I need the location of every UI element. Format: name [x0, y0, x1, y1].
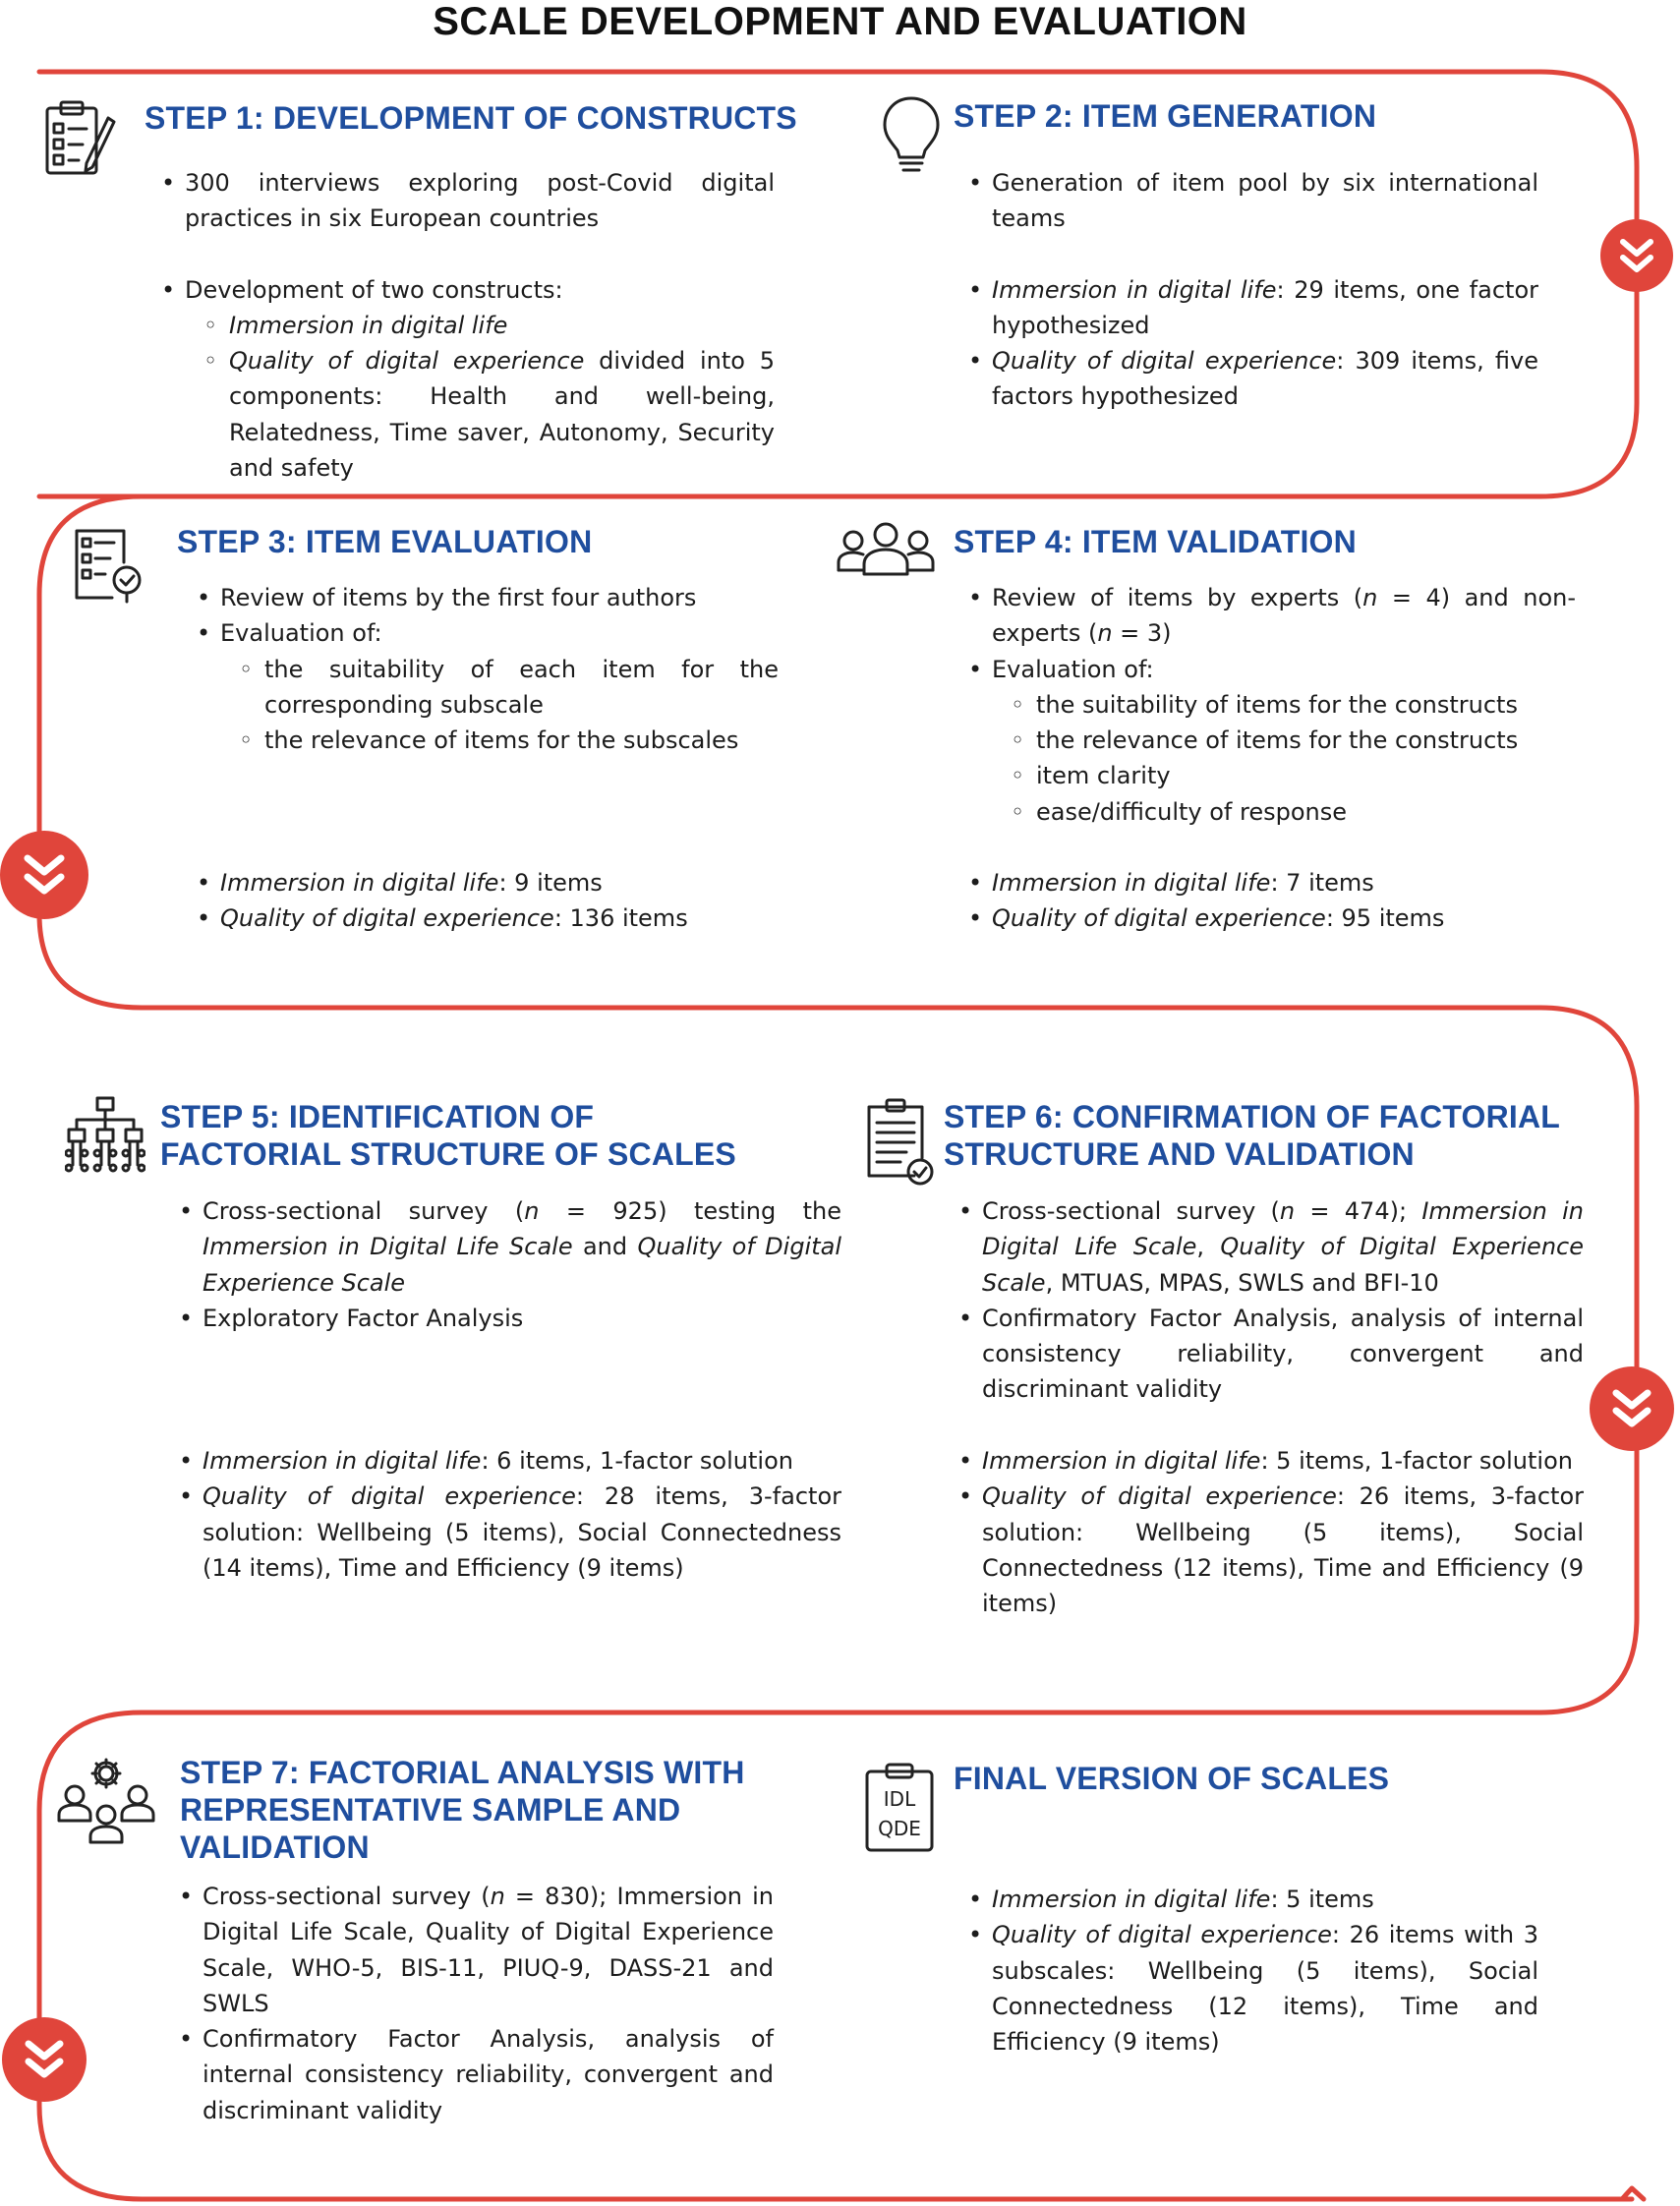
team-settings-gear-icon	[55, 1756, 157, 1846]
list-item: • Quality of digital experience: 136 items	[195, 900, 779, 936]
step3-heading: STEP 3: ITEM EVALUATION	[177, 524, 593, 559]
list-item: • Immersion in digital life: 29 items, one factor hypothesized	[966, 272, 1538, 344]
list-item: • 300 interviews exploring post-Covid digital practices in six European countries	[159, 165, 775, 237]
list-item: • Immersion in digital life: 6 items, 1-factor solution	[177, 1443, 841, 1479]
list-item: • Cross-sectional survey (n = 830); Immersion in Digital Life Scale, Quality of Digital Experience Scale, WHO-5, BIS-11, PIUQ-9, DASS-21 and SWLS	[177, 1879, 774, 2021]
step5-body	[177, 1193, 841, 1336]
group-of-people-icon	[837, 521, 935, 576]
double-chevron-down-icon	[1590, 1366, 1674, 1451]
step6-results	[956, 1443, 1584, 1621]
list-item: • Immersion in digital life: 7 items	[966, 865, 1576, 900]
step6-heading-line1: STEP 6: CONFIRMATION OF FACTORIAL	[944, 1099, 1561, 1134]
step6-body	[956, 1193, 1584, 1408]
clipboard-idl-qde-icon	[863, 1762, 936, 1854]
step1-heading: STEP 1: DEVELOPMENT OF CONSTRUCTS	[145, 100, 797, 136]
sub-list-item: ◦ item clarity	[1011, 758, 1576, 793]
list-item: • Cross-sectional survey (n = 925) testing the Immersion in Digital Life Scale and Quality of Digital Experience Scale	[177, 1193, 841, 1301]
list-item: • Evaluation of: ◦ the suitability of each item for the corresponding subscale ◦ the relevance of items for the subscales	[195, 615, 779, 758]
step7-heading-line3: VALIDATION	[180, 1829, 370, 1865]
double-chevron-down-icon	[1600, 219, 1673, 292]
list-item: • Review of items by experts (n = 4) and non-experts (n = 3)	[966, 580, 1576, 652]
list-item: • Development of two constructs: ◦ Immersion in digital life ◦ Quality of digital experience divided into 5 components: Health and well-being, Relatedness, Time saver, Autonomy, Security and safety	[159, 272, 775, 487]
step4-heading: STEP 4: ITEM VALIDATION	[954, 524, 1357, 559]
double-chevron-down-icon	[2, 2017, 87, 2102]
step7-heading-line2: REPRESENTATIVE SAMPLE AND	[180, 1792, 681, 1828]
list-item: • Confirmatory Factor Analysis, analysis of internal consistency reliability, convergent and discriminant validity	[956, 1301, 1584, 1408]
step7-body	[177, 1879, 774, 2128]
step4-results	[966, 865, 1576, 937]
checklist-clipboard-icon	[43, 98, 116, 177]
list-item: • Confirmatory Factor Analysis, analysis of internal consistency reliability, convergent and discriminant validity	[177, 2021, 774, 2128]
icon-label-idl: IDL	[883, 1787, 916, 1811]
step5-heading	[160, 1098, 736, 1173]
list-item: • Quality of digital experience: 309 items, five factors hypothesized	[966, 343, 1538, 415]
list-item: • Review of items by the first four authors	[195, 580, 779, 615]
sub-list-item: ◦ the relevance of items for the constructs	[1011, 723, 1576, 758]
sub-list-item: ◦ ease/difficulty of response	[1011, 794, 1576, 830]
checklist-magnifier-icon	[73, 525, 145, 604]
list-item: • Immersion in digital life: 5 items	[966, 1882, 1538, 1917]
list-item: • Generation of item pool by six international teams	[966, 165, 1538, 237]
lightbulb-icon	[881, 94, 942, 177]
step2-heading: STEP 2: ITEM GENERATION	[954, 98, 1377, 134]
double-chevron-down-icon	[0, 831, 88, 919]
list-item: • Quality of digital experience: 26 items with 3 subscales: Wellbeing (5 items), Social Connectedness (12 items), Time and Efficiency (9 items)	[966, 1917, 1538, 2060]
sub-list-item: ◦ the relevance of items for the subscales	[239, 723, 779, 758]
step5-heading-line2: FACTORIAL STRUCTURE OF SCALES	[160, 1136, 736, 1172]
step2-body	[966, 165, 1538, 415]
list-item: • Exploratory Factor Analysis	[177, 1301, 841, 1336]
step6-heading	[944, 1098, 1560, 1173]
sub-list-item: ◦ the suitability of each item for the corresponding subscale	[239, 652, 779, 724]
step5-heading-line1: STEP 5: IDENTIFICATION OF	[160, 1099, 595, 1134]
list-item: • Quality of digital experience: 28 items, 3-factor solution: Wellbeing (5 items), Social Connectedness (14 items), Time and Efficiency (9 items)	[177, 1479, 841, 1586]
icon-label-qde: QDE	[878, 1817, 921, 1840]
list-item: • Immersion in digital life: 9 items	[195, 865, 779, 900]
hierarchy-structure-icon	[65, 1094, 145, 1175]
sub-list-item: ◦ the suitability of items for the constructs	[1011, 687, 1576, 723]
list-item: • Quality of digital experience: 95 items	[966, 900, 1576, 936]
page-title: SCALE DEVELOPMENT AND EVALUATION	[433, 0, 1247, 43]
step3-body	[195, 580, 779, 758]
step4-body	[966, 580, 1576, 830]
step5-results	[177, 1443, 841, 1586]
list-item: • Cross-sectional survey (n = 474); Immersion in Digital Life Scale, Quality of Digital Experience Scale, MTUAS, MPAS, SWLS and BFI-10	[956, 1193, 1584, 1301]
final-heading: FINAL VERSION OF SCALES	[954, 1761, 1390, 1796]
step7-heading	[180, 1754, 745, 1866]
step3-results	[195, 865, 779, 937]
sub-list-item: ◦ Quality of digital experience divided into 5 components: Health and well-being, Relatedness, Time saver, Autonomy, Security and safety	[203, 343, 775, 486]
clipboard-check-icon	[865, 1097, 936, 1188]
sub-list-item: ◦ Immersion in digital life	[203, 308, 775, 343]
step1-body	[159, 165, 775, 486]
step7-heading-line1: STEP 7: FACTORIAL ANALYSIS WITH	[180, 1755, 745, 1790]
list-item: • Evaluation of: ◦ the suitability of items for the constructs ◦ the relevance of items for the constructs ◦ item clarity ◦ ease/difficulty of response	[966, 652, 1576, 830]
step6-heading-line2: STRUCTURE AND VALIDATION	[944, 1136, 1415, 1172]
final-results	[966, 1882, 1538, 2060]
list-item: • Quality of digital experience: 26 items, 3-factor solution: Wellbeing (5 items), Social Connectedness (12 items), Time and Efficiency (9 items)	[956, 1479, 1584, 1621]
list-item: • Immersion in digital life: 5 items, 1-factor solution	[956, 1443, 1584, 1479]
